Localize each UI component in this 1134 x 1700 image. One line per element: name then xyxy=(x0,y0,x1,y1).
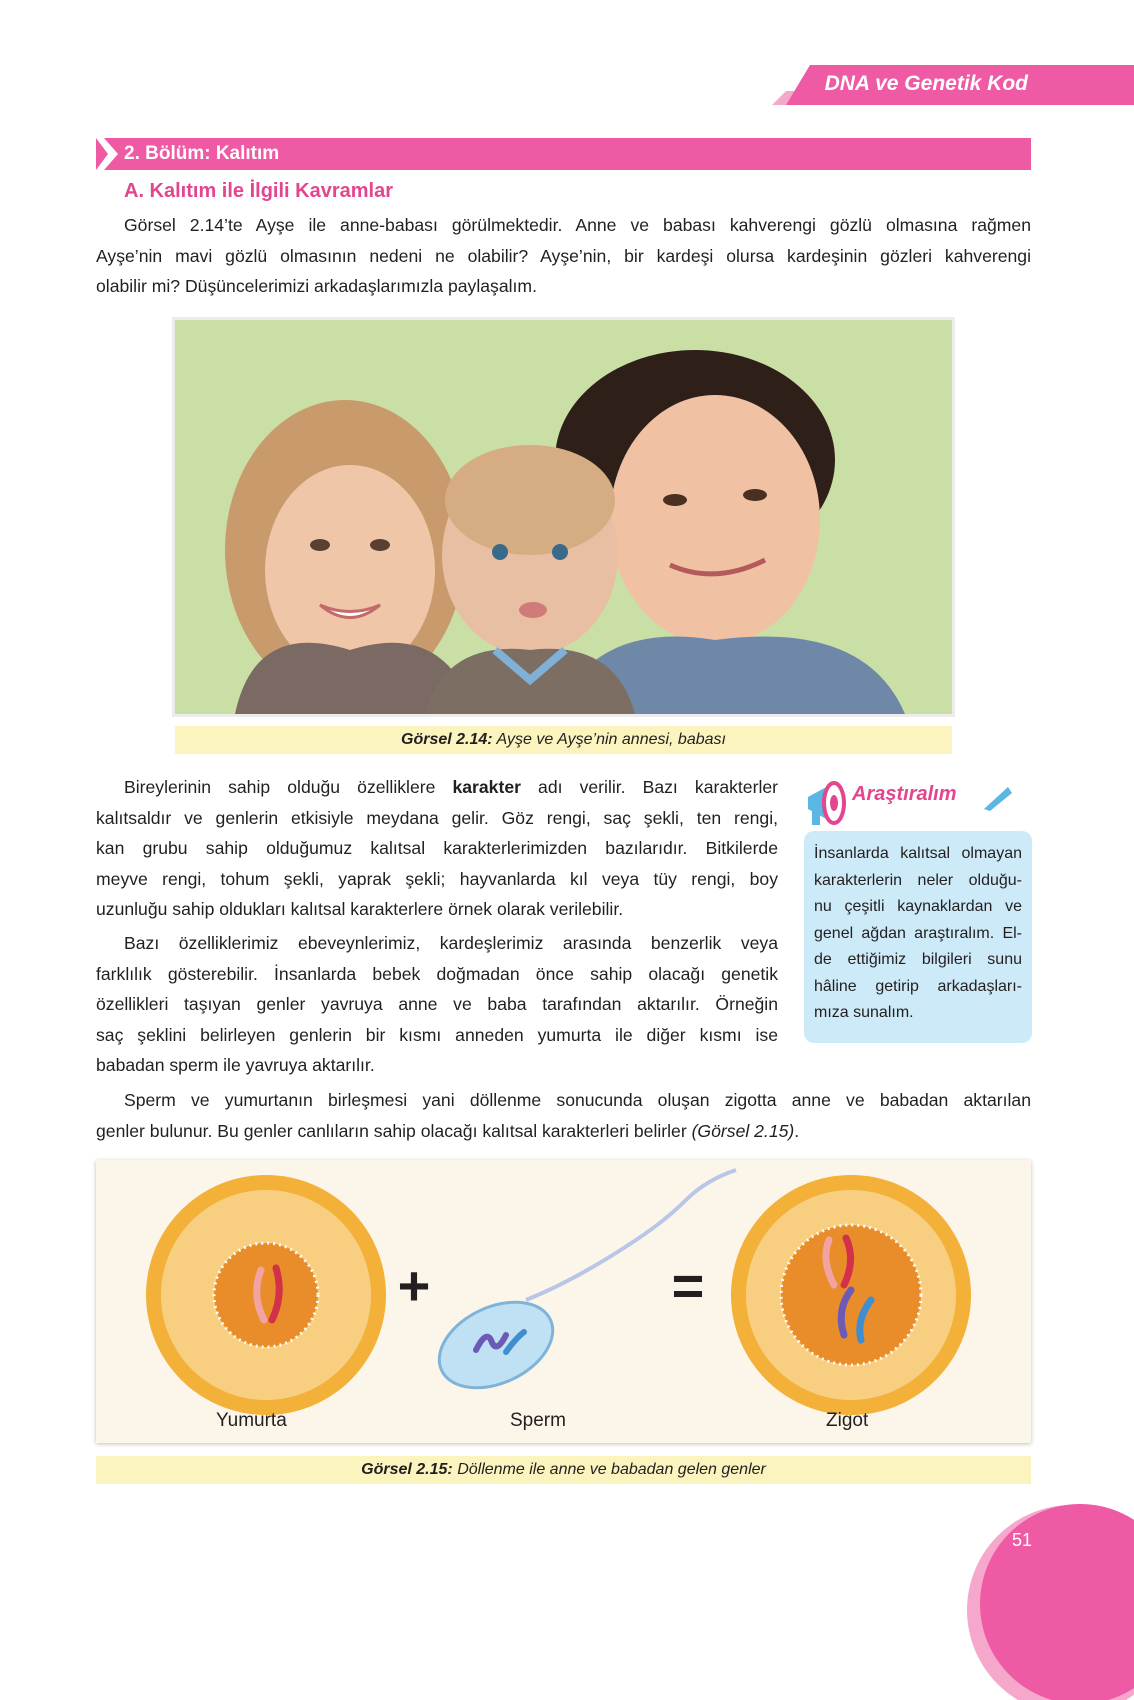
paragraph-line: kan grubu sahip olduğumuz kalıtsal karakterlerimizden bazılarıdır. Bitkilerde xyxy=(96,838,778,858)
paragraph-line: meyve rengi, tohum şekli, yaprak şekli; hayvanlarda kıl veya tüy rengi, boy xyxy=(96,868,778,889)
chevron-right-icon xyxy=(96,138,118,170)
paragraph-line: uzunluğu sahip oldukları kalıtsal karakterlere örnek olarak verilebilir. xyxy=(96,899,624,919)
caption-text: Ayşe ve Ayşe’nin annesi, babası xyxy=(496,731,726,748)
caption-text: Döllenme ile anne ve babadan gelen genler xyxy=(457,1461,766,1478)
paragraph-line: saç şeklini belirleyen genlerin bir kısmı anneden yumurta ile diğer kısmı ise xyxy=(96,1024,778,1045)
sperm-label: Sperm xyxy=(510,1410,566,1431)
research-line: karakterlerin neler olduğu- xyxy=(814,871,1022,889)
section-bar xyxy=(96,138,1031,170)
section-title: 2. Bölüm: Kalıtım xyxy=(124,143,280,164)
research-line: genel ağdan araştıralım. El- xyxy=(814,924,1022,942)
egg-cell xyxy=(146,1175,386,1415)
fertilization-diagram xyxy=(96,1160,1031,1443)
paragraph-line: özellikleri taşıyan genler yavruya anne ve baba tarafından aktarılır. Örneğin xyxy=(96,994,778,1014)
plus-sign: + xyxy=(397,1254,431,1317)
page-number-badge xyxy=(962,1500,1134,1700)
subsection-title: A. Kalıtım ile İlgili Kavramlar xyxy=(124,180,393,202)
fertilization-paragraph xyxy=(96,1085,1031,1146)
figure-caption xyxy=(175,726,952,754)
research-line: mıza sunalım. xyxy=(814,1004,914,1021)
intro-line: olabilir mi? Düşüncelerimizi arkadaşlarımızla paylaşalım. xyxy=(96,276,537,296)
text-run: . xyxy=(794,1120,800,1141)
zygote-label: Zigot xyxy=(826,1410,869,1431)
paragraph-line xyxy=(96,772,778,803)
figure-caption xyxy=(96,1456,1031,1484)
egg-label: Yumurta xyxy=(216,1410,287,1431)
paragraph-line: kalıtsaldır ve genlerin etkisiyle meydana gelir. Göz rengi, saç şekli, ten rengi, xyxy=(96,807,778,828)
intro-line: Ayşe’nin mavi gözlü olmasının nedeni ne olabilir? Ayşe’nin, bir kardeşi olursa kardeşinin gözleri kahverengi xyxy=(96,245,1031,266)
intro-paragraph xyxy=(96,210,1031,302)
inheritance-paragraph xyxy=(96,928,778,1081)
paragraph-line: Sperm ve yumurtanın birleşmesi yani döllenme sonucunda oluşan zigotta anne ve babadan aktarılan xyxy=(124,1090,1031,1110)
research-line: de ettiğimiz bilgileri sunu xyxy=(814,951,1022,968)
paragraph-line: babadan sperm ile yavruya aktarılır. xyxy=(96,1055,375,1075)
bold-term: karakter xyxy=(452,777,521,797)
chapter-title: DNA ve Genetik Kod xyxy=(824,72,1028,95)
text-run: adı verilir. Bazı karakterler xyxy=(520,777,779,797)
chapter-header-tab xyxy=(786,65,1134,105)
research-line: hâline getirip arkadaşları- xyxy=(814,977,1022,995)
family-photo xyxy=(175,320,952,714)
research-line: nu çeşitli kaynaklardan ve xyxy=(814,898,1022,915)
equals-sign: = xyxy=(671,1254,705,1317)
paragraph-line xyxy=(96,1116,1031,1147)
caption-label: Görsel 2.15: xyxy=(361,1461,453,1478)
research-line: İnsanlarda kalıtsal olmayan xyxy=(814,845,1022,862)
character-paragraph xyxy=(96,772,778,925)
exclamation-icon xyxy=(974,783,1014,813)
text-run: Bireylerinin sahip olduğu özelliklere xyxy=(124,777,453,797)
research-title: Araştıralım xyxy=(852,783,957,805)
zygote-cell xyxy=(731,1175,971,1415)
research-text-box xyxy=(804,831,1032,1043)
intro-line: Görsel 2.14’te Ayşe ile anne-babası görülmektedir. Anne ve babası kahverengi gözlü olmasına rağmen xyxy=(124,215,1031,235)
paragraph-line: farklılık gösterebilir. İnsanlarda bebek doğmadan önce sahip olacağı genetik xyxy=(96,963,778,984)
caption-label: Görsel 2.14: xyxy=(401,731,493,748)
figure-reference: (Görsel 2.15) xyxy=(691,1120,795,1141)
paragraph-line: Bazı özelliklerimiz ebeveynlerimiz, kardeşlerimiz arasında benzerlik veya xyxy=(124,933,778,953)
page-number: 51 xyxy=(1012,1530,1033,1550)
research-text xyxy=(814,841,1022,1027)
text-run: genler bulunur. Bu genler canlıların sahip olacağı kalıtsal karakterleri belirler xyxy=(96,1120,692,1141)
